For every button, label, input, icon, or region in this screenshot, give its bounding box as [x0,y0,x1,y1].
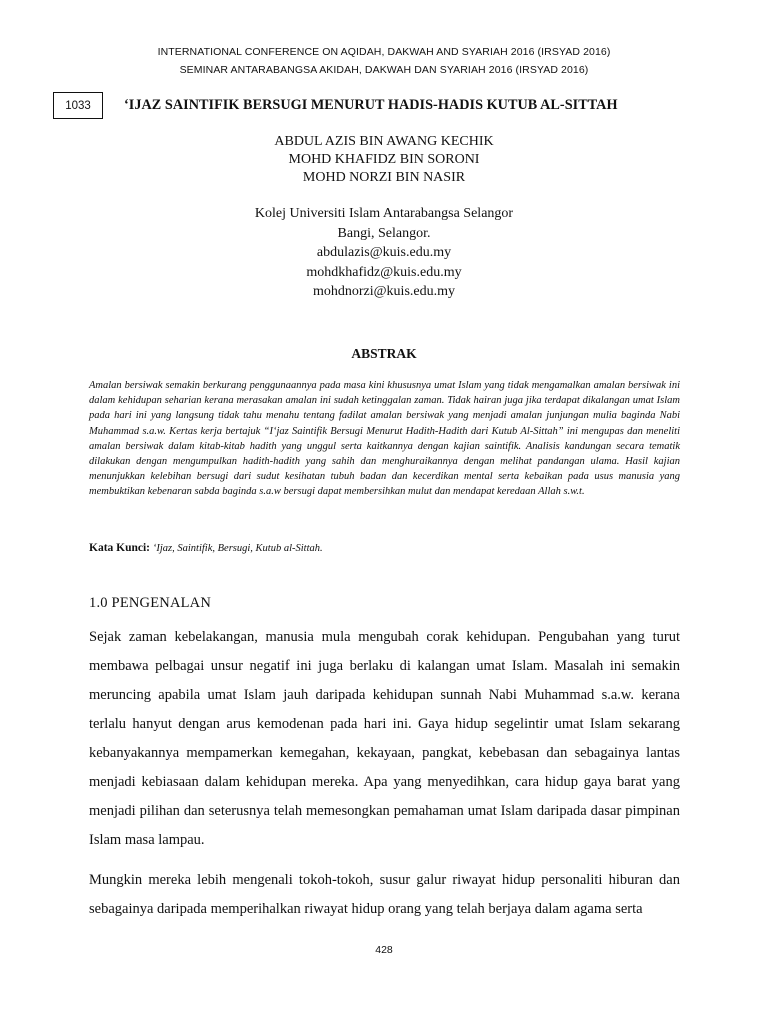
paper-title: ‘IJAZ SAINTIFIK BERSUGI MENURUT HADIS-HADIS KUTUB AL-SITTAH [124,97,618,113]
abstract-heading: ABSTRAK [351,346,417,361]
institution-name: Kolej Universiti Islam Antarabangsa Selangor [254,206,514,221]
author-name: MOHD NORZI BIN NASIR [302,170,466,185]
conference-header-malay: SEMINAR ANTARABANGSA AKIDAH, DAKWAH DAN SYARIAH 2016 (IRSYAD 2016) [179,64,589,76]
body-paragraph: Mungkin mereka lebih mengenali tokoh-tokoh, susur galur riwayat hidup personaliti hiburan dan sebagainya daripada memperihalkan riwayat hidup orang yang telah berjaya dalam agama serta [89,872,680,917]
keywords-value: ‘Ijaz, Saintifik, Bersugi, Kutub al-Sittah. [152,543,323,554]
page-number: 428 [375,944,393,956]
keywords-line [89,542,323,554]
body-paragraph: Sejak zaman kebelakangan, manusia mula mengubah corak kehidupan. Pengubahan yang turut membawa pelbagai unsur negatif ini juga berlaku di kalangan umat Islam. Masalah ini semakin meruncing apabila umat Islam jauh daripada kehidupan sunnah Nabi Muhammad s.a.w. kerana terlalu hanyut dengan arus kemodenan pada hari ini. Gaya hidup segelintir umat Islam sekarang kebanyakannya mempamerkan kemegahan, kekayaan, pangkat, kebebasan dan sebagainya lantas menjadi kebiasaan dalam kehidupan mereka. Apa yang menyedihkan, cara hidup gaya barat yang menjadi pilihan dan seterusnya telah memesongkan pemahaman umat Islam daripada dasar pimpinan Islam masa lampau. [89,629,680,848]
author-name: ABDUL AZIS BIN AWANG KECHIK [274,134,494,149]
author-email: mohdkhafidz@kuis.edu.my [306,264,462,280]
affiliation-block [0,204,768,302]
institution-location: Bangi, Selangor. [337,225,431,241]
conference-header-english: INTERNATIONAL CONFERENCE ON AQIDAH, DAKWAH AND SYARIAH 2016 (IRSYAD 2016) [157,46,611,58]
author-list [0,133,768,187]
paper-id-box: 1033 [53,92,103,119]
keywords-label: Kata Kunci: [89,542,151,554]
author-email: mohdnorzi@kuis.edu.my [313,284,455,299]
author-email: abdulazis@kuis.edu.my [316,245,452,260]
section-heading: 1.0 PENGENALAN [89,595,212,611]
author-name: MOHD KHAFIDZ BIN SORONI [288,152,480,167]
abstract-text: Amalan bersiwak semakin berkurang penggunaannya pada masa kini khususnya umat Islam yang tidak mengamalkan amalan bersiwak ini dalam kehidupan seharian kerana merasakan amalan ini sudah ketinggalan zaman. Tidak hairan juga jika terdapat dikalangan umat Islam pada hari ini yang langsung tidak tahu menahu tentang fadilat amalan bersiwak yang menjadi amalan junjungan mulia baginda Nabi Muhammad s.a.w. Kertas kerja bertajuk “I‘jaz Saintifik Bersugi Menurut Hadith-Hadith dari Kutub Al-Sittah” ini mengupas dan meneliti amalan bersiwak dalam kitab-kitab hadith yang unggul serta kaitkannya dengan kajian saintifik. Analisis kandungan secara tematik dilakukan dengan mengumpulkan hadith-hadith yang sahih dan menghuraikannya dengan melihat pandangan ulama. Hasil kajian menunjukkan kelebihan bersugi dari sudut kesihatan tubuh badan dan kecerdikan mental serta kebaikan pada usus manusia yang membuktikan kebenaran sabda baginda s.a.w bersugi dapat membersihkan mulut dan mendapat keredaan Allah s.w.t. [89,380,680,498]
